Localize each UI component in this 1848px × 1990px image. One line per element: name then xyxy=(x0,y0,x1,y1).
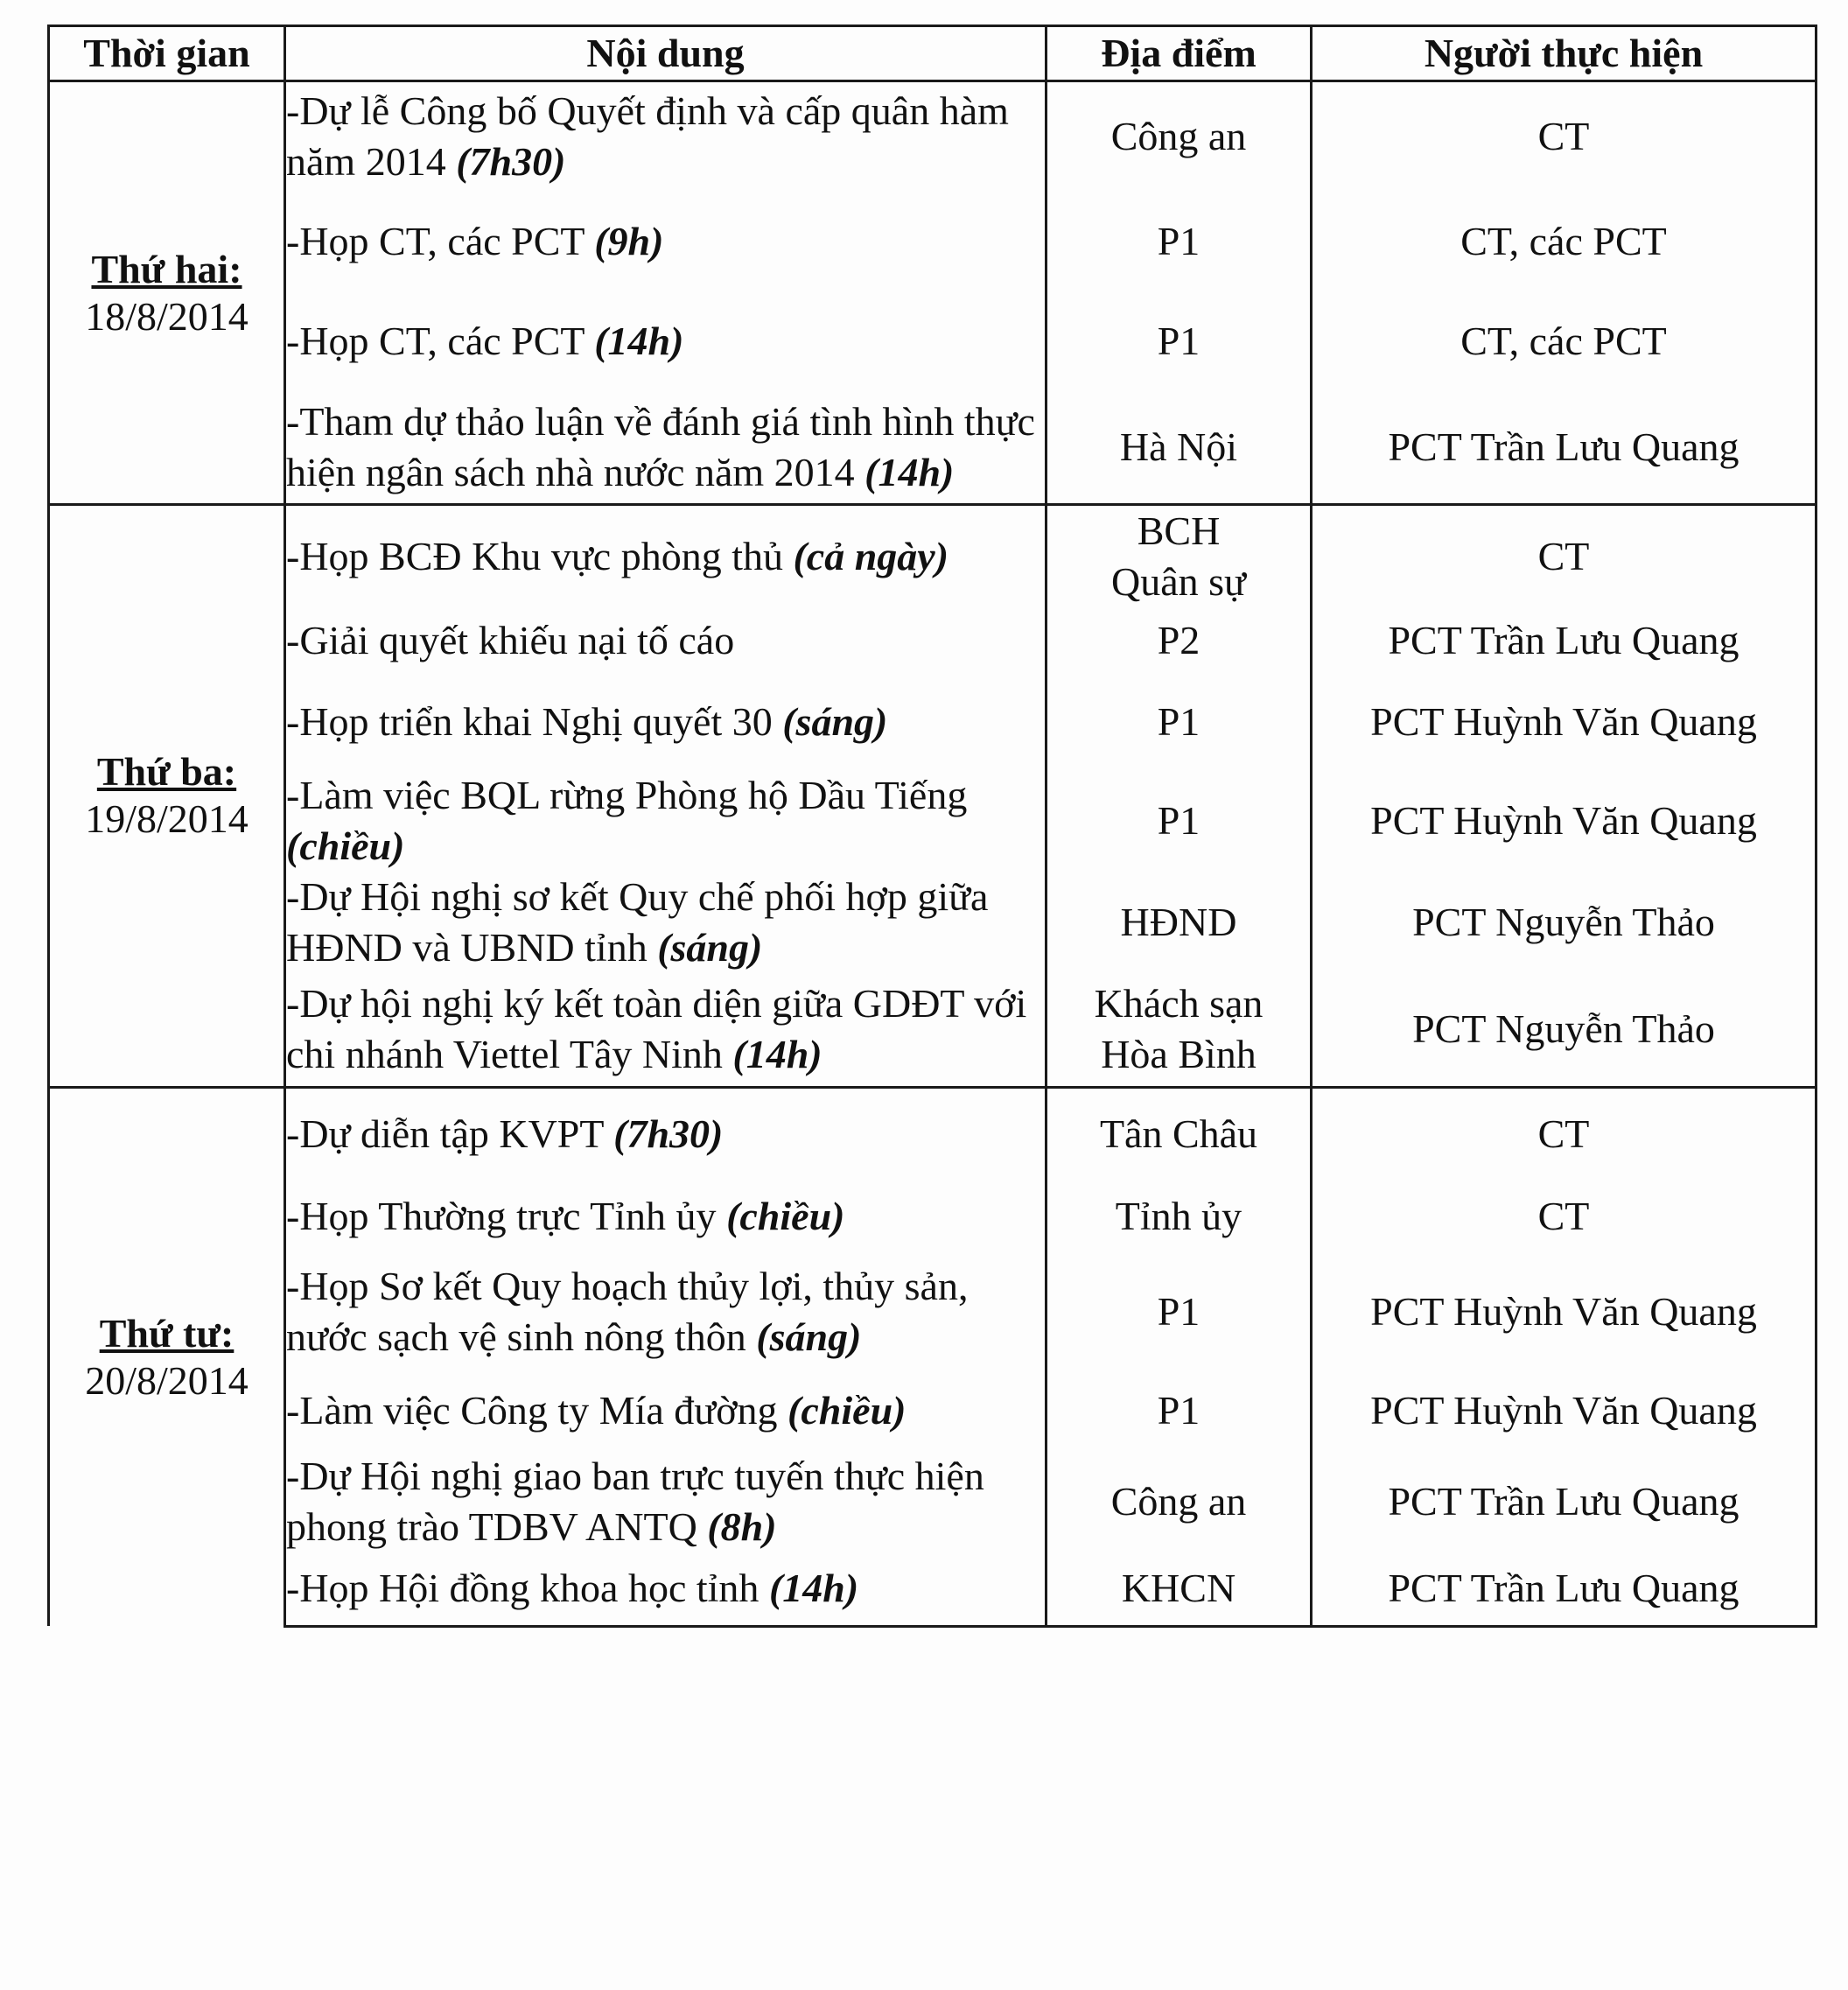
content-cell xyxy=(285,1087,1046,1180)
person-cell: CT xyxy=(1312,1087,1816,1180)
activity-text: -Dự lễ Công bố Quyết định và cấp quân hàm năm 2014 xyxy=(286,88,1009,185)
place-text: P1 xyxy=(1157,218,1200,263)
person-cell: CT xyxy=(1312,1180,1816,1253)
activity-text: -Làm việc Công ty Mía đường xyxy=(286,1388,788,1433)
header-place: Địa điểm xyxy=(1046,26,1312,81)
place-cell xyxy=(1046,1451,1312,1552)
place-text: P1 xyxy=(1157,1388,1200,1433)
table-row xyxy=(49,1370,1816,1451)
place-cell xyxy=(1046,674,1312,770)
activity-text: -Làm việc BQL rừng Phòng hộ Dầu Tiếng xyxy=(286,773,968,817)
place-cell xyxy=(1046,607,1312,674)
activity-text: -Dự Hội nghị giao ban trực tuyến thực hiện phong trào TDBV ANTQ xyxy=(286,1454,984,1549)
table-row xyxy=(49,1552,1816,1626)
place-cell xyxy=(1046,770,1312,872)
content-cell xyxy=(285,81,1046,192)
content-cell xyxy=(285,505,1046,608)
content-cell xyxy=(285,872,1046,973)
person-cell: CT xyxy=(1312,505,1816,608)
time-note: (7h30) xyxy=(613,1111,724,1156)
time-note: (8h) xyxy=(707,1504,777,1549)
place-text: Hà Nội xyxy=(1119,424,1238,469)
place-text: P2 xyxy=(1157,618,1200,662)
time-note: (14h) xyxy=(594,318,684,363)
table-row xyxy=(49,1087,1816,1180)
table-row xyxy=(49,1253,1816,1370)
table-row xyxy=(49,674,1816,770)
person-cell: CT, các PCT xyxy=(1312,192,1816,291)
schedule-body xyxy=(49,81,1816,1627)
time-note: (sáng) xyxy=(782,699,888,744)
place-text: Quân sự xyxy=(1111,559,1246,604)
time-note: (chiều) xyxy=(286,823,405,868)
place-text: BCH xyxy=(1137,508,1221,553)
table-row xyxy=(49,391,1816,505)
content-cell xyxy=(285,674,1046,770)
activity-text: -Dự Hội nghị sơ kết Quy chế phối hợp giữa HĐND và UBND tỉnh xyxy=(286,874,989,970)
time-note: (sáng) xyxy=(756,1314,862,1359)
place-text: P1 xyxy=(1157,318,1200,363)
content-cell xyxy=(285,1370,1046,1451)
table-row xyxy=(49,1451,1816,1552)
person-cell: PCT Nguyễn Thảo xyxy=(1312,872,1816,973)
activity-text: -Họp Sơ kết Quy hoạch thủy lợi, thủy sản, nước sạch vệ sinh nông thôn xyxy=(286,1264,969,1359)
time-note: (chiều) xyxy=(726,1194,845,1238)
content-cell xyxy=(285,192,1046,291)
time-note: (sáng) xyxy=(657,925,763,970)
day-date: 20/8/2014 xyxy=(85,1357,248,1403)
day-cell xyxy=(49,81,285,505)
place-cell xyxy=(1046,391,1312,505)
time-note: (14h) xyxy=(768,1566,859,1611)
place-cell xyxy=(1046,1087,1312,1180)
table-row xyxy=(49,1180,1816,1253)
place-text: Khách sạn xyxy=(1094,981,1264,1027)
activity-text: -Họp BCĐ Khu vực phòng thủ xyxy=(286,534,794,578)
place-cell xyxy=(1046,1552,1312,1626)
place-cell xyxy=(1046,1370,1312,1451)
person-cell: PCT Huỳnh Văn Quang xyxy=(1312,770,1816,872)
table-row xyxy=(49,770,1816,872)
place-cell xyxy=(1046,192,1312,291)
schedule-table xyxy=(47,25,1817,1628)
content-cell xyxy=(285,1180,1046,1253)
person-cell: PCT Trần Lưu Quang xyxy=(1312,1552,1816,1626)
activity-text: -Họp Hội đồng khoa học tỉnh xyxy=(286,1566,769,1611)
day-cell xyxy=(49,505,285,1088)
person-cell: PCT Huỳnh Văn Quang xyxy=(1312,1370,1816,1451)
header-time: Thời gian xyxy=(49,26,285,81)
place-cell xyxy=(1046,1180,1312,1253)
content-cell xyxy=(285,1552,1046,1626)
table-row xyxy=(49,607,1816,674)
place-cell xyxy=(1046,81,1312,192)
activity-text: -Họp triển khai Nghị quyết 30 xyxy=(286,699,783,744)
person-cell: PCT Nguyễn Thảo xyxy=(1312,973,1816,1087)
time-note: (cả ngày) xyxy=(793,534,949,578)
table-row xyxy=(49,872,1816,973)
place-text: KHCN xyxy=(1121,1566,1236,1611)
time-note: (14h) xyxy=(732,1032,822,1077)
place-text: Hòa Bình xyxy=(1101,1032,1256,1077)
content-cell xyxy=(285,1253,1046,1370)
header-content: Nội dung xyxy=(285,26,1046,81)
content-cell xyxy=(285,770,1046,872)
activity-text: -Giải quyết khiếu nại tố cáo xyxy=(286,618,735,662)
place-cell xyxy=(1046,505,1312,608)
place-cell xyxy=(1046,291,1312,391)
activity-text: -Họp CT, các PCT xyxy=(286,318,595,363)
person-cell: CT xyxy=(1312,81,1816,192)
time-note: (14h) xyxy=(864,449,955,494)
table-row xyxy=(49,973,1816,1087)
day-date: 18/8/2014 xyxy=(85,293,248,339)
person-cell: PCT Trần Lưu Quang xyxy=(1312,391,1816,505)
day-date: 19/8/2014 xyxy=(85,796,248,842)
place-cell xyxy=(1046,973,1312,1087)
place-text: Công an xyxy=(1110,114,1247,159)
table-row xyxy=(49,505,1816,608)
place-text: Công an xyxy=(1110,1479,1247,1524)
day-cell xyxy=(49,1087,285,1626)
time-note: (9h) xyxy=(594,218,664,263)
header-person: Người thực hiện xyxy=(1312,26,1816,81)
person-cell: PCT Trần Lưu Quang xyxy=(1312,1451,1816,1552)
header-row xyxy=(49,26,1816,81)
time-note: (7h30) xyxy=(456,139,566,185)
content-cell xyxy=(285,391,1046,505)
table-row xyxy=(49,291,1816,391)
table-row xyxy=(49,81,1816,192)
person-cell: CT, các PCT xyxy=(1312,291,1816,391)
person-cell: PCT Huỳnh Văn Quang xyxy=(1312,1253,1816,1370)
content-cell xyxy=(285,1451,1046,1552)
place-text: P1 xyxy=(1157,1289,1200,1334)
person-cell: PCT Trần Lưu Quang xyxy=(1312,607,1816,674)
day-name: Thứ tư: xyxy=(99,1310,234,1356)
activity-text: -Họp Thường trực Tỉnh ủy xyxy=(286,1194,727,1238)
place-text: P1 xyxy=(1157,798,1200,843)
time-note: (chiều) xyxy=(788,1388,906,1433)
activity-text: -Dự diễn tập KVPT xyxy=(286,1111,614,1156)
activity-text: -Tham dự thảo luận về đánh giá tình hình thực hiện ngân sách nhà nước năm 2014 xyxy=(286,398,1035,494)
place-text: P1 xyxy=(1157,699,1200,744)
content-cell xyxy=(285,607,1046,674)
day-name: Thứ ba: xyxy=(96,749,237,795)
table-row xyxy=(49,192,1816,291)
place-text: Tỉnh ủy xyxy=(1115,1194,1242,1238)
place-text: HĐND xyxy=(1120,900,1237,944)
activity-text: -Dự hội nghị ký kết toàn diện giữa GDĐT với chi nhánh Viettel Tây Ninh xyxy=(286,981,1027,1077)
day-name: Thứ hai: xyxy=(91,246,242,291)
place-text: Tân Châu xyxy=(1099,1111,1258,1156)
place-cell xyxy=(1046,1253,1312,1370)
place-cell xyxy=(1046,872,1312,973)
activity-text: -Họp CT, các PCT xyxy=(286,218,595,263)
content-cell xyxy=(285,973,1046,1087)
person-cell: PCT Huỳnh Văn Quang xyxy=(1312,674,1816,770)
content-cell xyxy=(285,291,1046,391)
